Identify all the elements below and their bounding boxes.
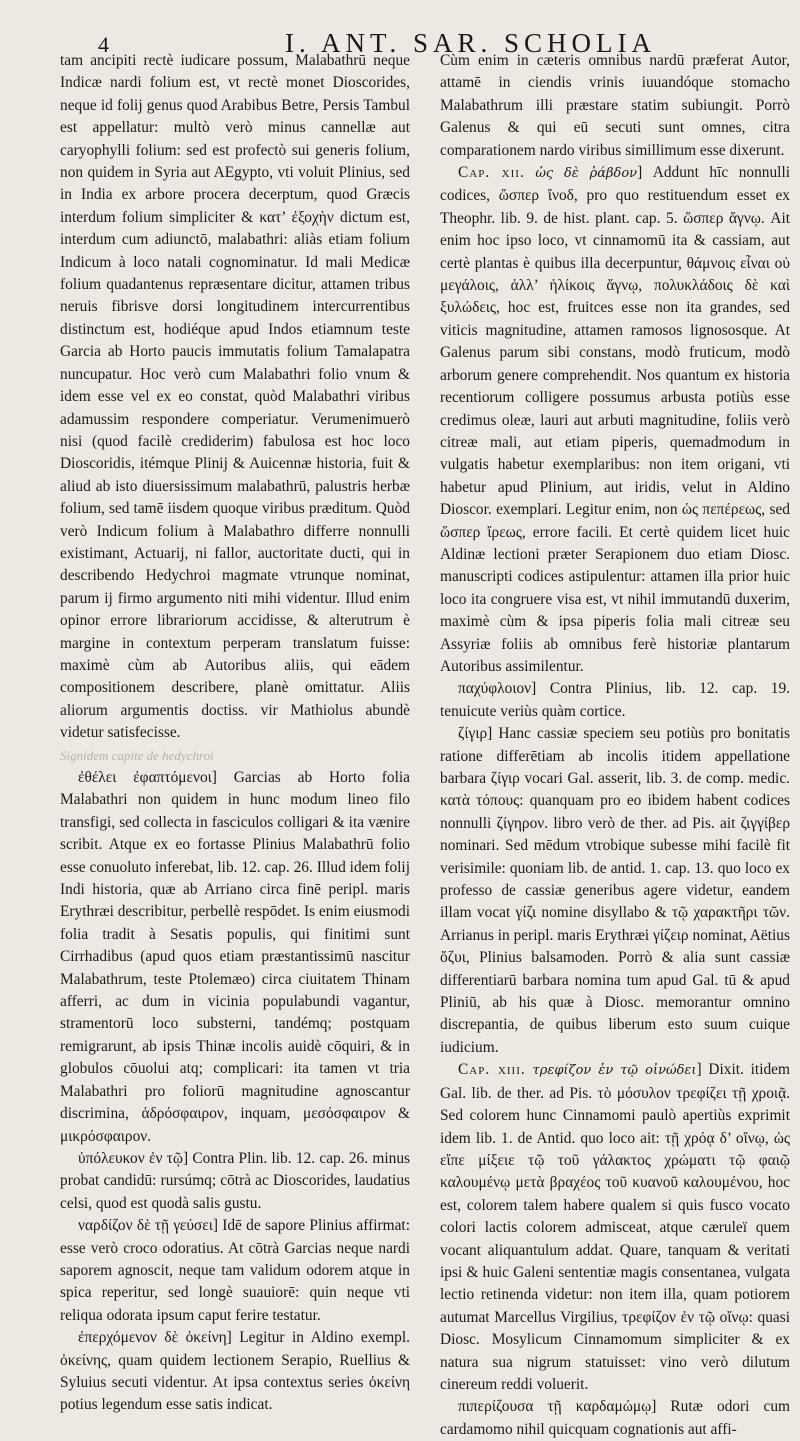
chapter-heading: Cap. xiii.: [458, 1061, 526, 1079]
running-title: I. ANT. SAR. SCHOLIA: [285, 28, 657, 58]
bleed-through-text: Signidem capite de hedychroi: [60, 747, 214, 763]
greek-lemma: ὡς δὲ ῥάβδον: [535, 166, 638, 182]
chapter-text: ] Addunt hīc nonnulli codices, ὥσπερ ἴνοδ, pro quo restituendum esset ex Theophr. lib. 9. de hist. plant. cap. 5. ὥσπερ ἄγνῳ. Ait enim hoc ipso loco, vt cinnamomū ita & cassiam, aut certè plantas è quibus illa decerpuntur, θάμνοις εἶναι οὐ μεγάλοις, ἀλλ’ ἡλίκοις ἄγνῳ, πολυκλάδοις δὲ καὶ ξυλώδεις, hoc est, fruitces esse non ita grandes, sed viticis magnitudine, attamen ramosos lignososque. At Galenus parum sibi constans, modò fruticum, modò arborum genere comprehendit. Nos quantum ex historia recentiorum colligere possumus arbusta potiùs esse credimus oleæ, lauri aut arbuti magnitudine, foliis verò citreæ mali, aut etiam piperis, quemadmodum in vulgatis habetur exemplaribus: non item origani, vti habetur apud Plinium, aut iridis, velut in Aldino Dioscor. exemplari. Legitur enim, non ὡς πεπέρεως, sed ὥσπερ ἴρεως, errore facili. Et certè quidem licet huic Aldinæ lectioni præter Serapionem duo etiam Diosc. manuscripti codices astipulentur: attamen illa prior huic loco ita congruere visa est, vt nihil immutandū duxerim, maximè cùm & ipsa piperis folia mali citreæ seu Assyriæ foliis ab omnibus ferè historiæ plantarum Autoribus assimilentur.: [440, 164, 790, 675]
paragraph: πιπερίζουσα τῇ καρδαμώμῳ] Rutæ odori cum cardamomo nihil quicquam cognationis aut affi-: [440, 1398, 790, 1438]
page-number: 4: [98, 32, 109, 57]
paragraph: ἐθέλει ἐφαπτόμενοι] Garcias ab Horto folia Malabathri non quidem in hunc modum lineo filo transfigi, sed collecta in fasciculos colligari & ita vænire scribit. Atque ex eo fortasse Plinius Malabathrū folio esse conuoluto inferebat, lib. 12. cap. 26. Illud idem folij Indi historia, quæ ab Arriano circa finē peripl. maris Erythræi describitur, perbellè respōdet. Is enim eiusmodi folia tradit à Sesatis populis, qui finitimi sunt Cirrhadibus (apud quos etiam præstantissimū nascitur Malabathrum, teste Ptolemæo) circa ciuitatem Thinam afferri, ac dum in vicinia populabundi vagantur, stramentorū loco substerni, tandémq; postquam remigrarunt, ab ipsis Thinæ incolis auidè cōquiri, & in globulos cōuolui atq; complicari: ita tamen vt tria Malabathri pro foliorū magnitudine agnoscantur discrimina, ἁδρόσφαιρον, inquam, μεσόσφαιρον & μικρόσφαιρον.: [60, 769, 410, 1145]
paragraph: tam ancipiti rectè iudicare possum, Malabathrū neque Indicæ nardi folium est, vt rectè monet Dioscorides, neque id folij genus quod Arabibus Betre, Persis Tambul est appellatur: multò verò minus cannellæ aut caryophylli folium: sed est profectò sui generis folium, non quidem in Syria aut AEgypto, vti voluit Plinius, sed in India ex arbore procera decerptum, quod Græcis interdum folium simpliciter & κατ’ ἐξοχὴν dictum est, interdum cum adiunctō, malabathri: aliàs etiam folium Indicum à loco natali cognominatur. Id mali Medicæ folium quadantenus repræsentare dicitur, attamen tribus neruis fibrisve dorsi longitudinem intercurrentibus distinctum est, hodiéque apud Indos etiamnum teste Garcia ab Horto paucis immutatis folium Tamalapatra nuncupatur. Hoc verò cum Malabathri folio vnum & idem esse vel ex eo constat, quòd Malabathri viribus adamussim respondere comperiatur. Verumenimuerò nisi (quod facilè crediderim) fabulosa est hoc loco Dioscoridis, itémque Plinij & Auicennæ historia, fuit & aliud ab isto diuersissimum malabathrū, palustris herbæ folium, sed tamē iisdem quoque viribus præditum. Quòd verò Indicum folium à Malabathro differre nonnulli existimant, Actuarij, ni fallor, auctoritate ducti, qui in describendo Hedychroi magmate vtrunque nominat, parum ij firmo argumento niti mihi videntur. Illud enim opinor errore librariorum accidisse, & alterutrum è margine in contextum perperam translatum fuisse: maximè cùm ab Autoribus aliis, qui eādem compositionem describere, planè omittatur. Aliis aliorum argumentis doctiss. vir Mathiolus abundè videtur satisfecisse.: [60, 52, 410, 742]
right-column: [440, 50, 790, 1441]
chapter-13-note: [440, 1059, 790, 1396]
left-column: [60, 50, 410, 1441]
chapter-text: ] Dixit. itidem Gal. lib. de ther. ad Pis. τὸ μόσυλον τρεφίζει τῇ χροιᾷ. Sed colorem hunc Cinnamomi paulò apertiùs exprimit idem lib. 1. de Antid. quo loco ait: τῇ χρόᾳ δ’ οἴνῳ, ὡς εἴπε μίξειε τῷ τοῦ γάλακτος χρώματι τῷ φαιῷ καλουμένῳ μετὰ βραχέος τοῦ κυανοῦ καλουμένου, hoc est, colorem talem habere qualem si quis fusco vocato colori lactis colorem admisceat, atque cæruleï quem vocant aliquantulum addat. Quare, tanquam & veritati ipsi & huic Galeni sententiæ magis consentanea, vulgata lectio retinenda videtur: non item illa, quam potiorem autumat Marcellus Virgilius, τρεφίζον ἐν τῷ οἴνῳ: quasi Diosc. Mosylicum Cinnamomum simpliciter & ex natura sua nigrum statuisset: vino verò dilutum cinereum reddi voluerit.: [440, 1061, 790, 1393]
paragraph: ζίγιρ] Hanc cassiæ speciem seu potiùs pro bonitatis ratione differētiam ab incolis itidem appellatione barbara ζίγιρ vocari Gal. asserit, lib. 3. de comp. medic. κατὰ τόπους: quanquam pro eo ibidem habent codices nonnulli ζίγηρον. libro verò de ther. ad Pis. ait ζιγγίβερ nominari. Sed mēdum vtrobique subesse mihi facilè fit verisimile: quoniam lib. de antid. 1. cap. 13. quo loco ex professo de cassiæ generibus agere videtur, eandem illam vocat γίζι nomine disyllabo & τῷ χαρακτῆρι τῶν. Arrianus in peripl. maris Erythræi γίζειρ nominat, Aëtius ὄζυι, Plinius balsamoden. Porrò & alia sunt cassiæ differentiarū barbara nomina tum apud Gal. tū & apud Pliniū, ab his quæ à Diosc. memorantur omnino discrepantia, de quibus liberum esto suum cuique iudicium.: [440, 725, 790, 1056]
greek-lemma: τρεφίζον ἐν τῷ οἰνώδει: [532, 1063, 697, 1079]
paragraph: Cùm enim in cæteris omnibus nardū præferat Autor, attamē in ciendis vrinis iuuandóque stomacho Malabathrum illi præstare statim subiungit. Porrò Galenus & qui eū secuti sunt omnes, citra comparationem nardo viribus simillimum esse dixerunt.: [440, 52, 790, 159]
chapter-heading: Cap. xii.: [458, 164, 525, 182]
text-columns: [60, 50, 790, 1441]
paragraph: παχύφλοιον] Contra Plinius, lib. 12. cap. 19. tenuicute veriùs quàm cortice.: [440, 680, 790, 720]
paragraph: ἐπερχόμενον δὲ ὀκείνη] Legitur in Aldino exempl. ὀκείνης, quam quidem lectionem Serapio, Ruellius & Syluius secuti videntur. At ipsa contextus series ὀκείνη potius legendum esse satis indicat.: [60, 1329, 410, 1414]
chapter-12-note: [440, 162, 790, 678]
paragraph: ναρδίζον δὲ τῇ γεύσει] Idē de sapore Plinius affirmat: esse verò croco odoratius. At cōtrà Garcias neque nardi saporem agnoscit, neque tam validum odorem atque in spica reperitur, sed longè suauiorē: quin neque vti reliqua odorata ipsum caput ferire testatur.: [60, 1217, 410, 1324]
paragraph: ὑπόλευκον ἐν τῷ] Contra Plin. lib. 12. cap. 26. minus probat candidū: rursúmq; cōtrà ac Dioscorides, laudatius celsi, quod est quodà salis gustu.: [60, 1149, 410, 1212]
